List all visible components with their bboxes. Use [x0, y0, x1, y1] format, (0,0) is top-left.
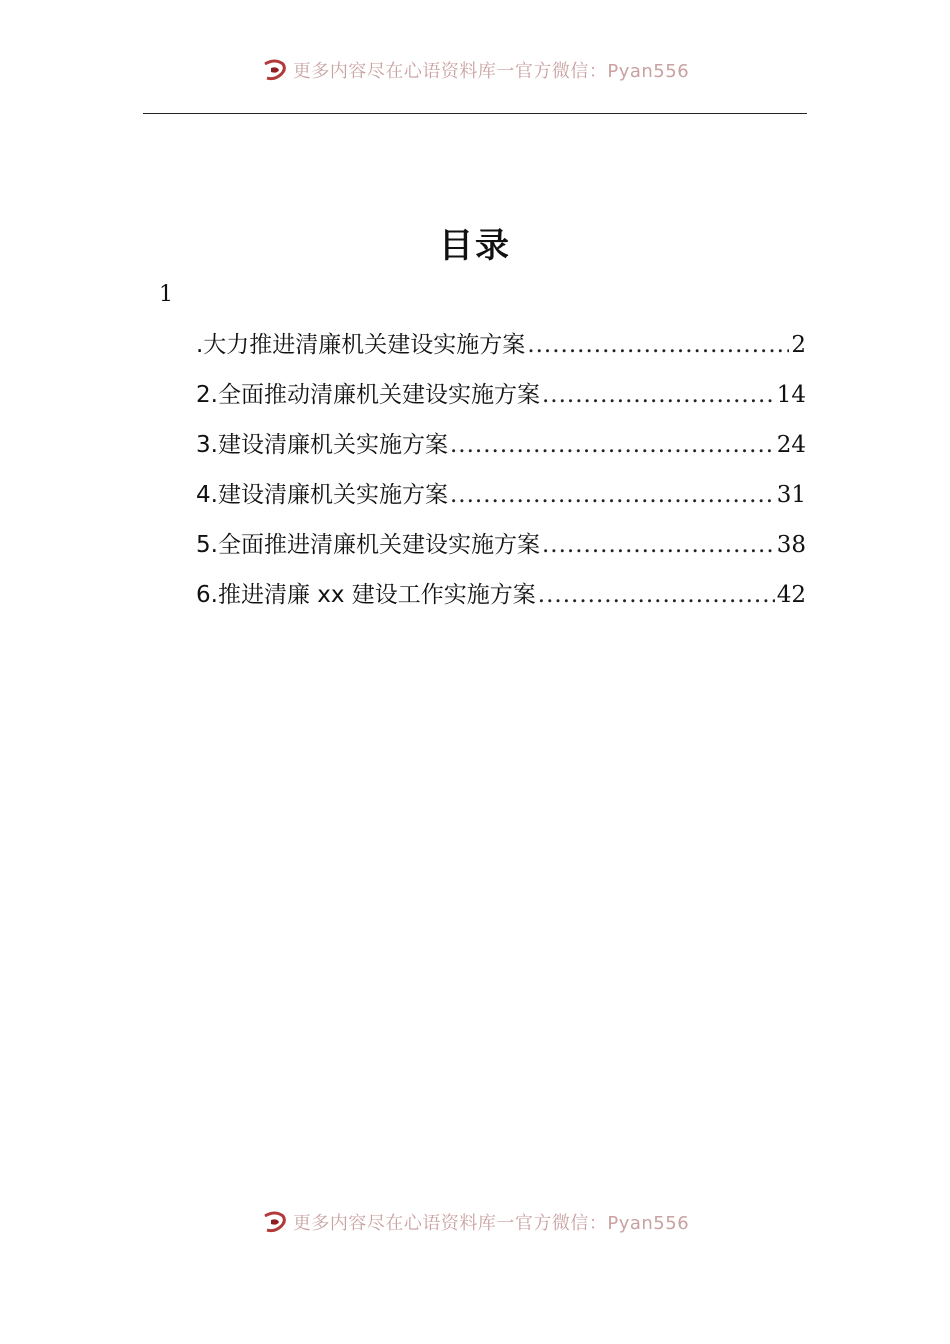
toc-entry-page: 42 — [776, 582, 806, 608]
toc-entry-title: 4.建设清廉机关实施方案 — [196, 482, 448, 508]
toc-entry-title: 3.建设清廉机关实施方案 — [196, 432, 448, 458]
toc-entry-title: 6.推进清廉 xx 建设工作实施方案 — [196, 582, 536, 608]
footer-watermark — [0, 1206, 950, 1238]
toc-stray-number: 1 — [159, 282, 173, 307]
watermark-text: 更多内容尽在心语资料库一官方微信：Pyan556 — [292, 61, 690, 82]
toc-entry-page: 38 — [776, 532, 806, 558]
toc-entry-page: 2 — [791, 332, 806, 358]
brand-logo-icon — [261, 1208, 289, 1236]
toc-entry-title: 2.全面推动清廉机关建设实施方案 — [196, 382, 540, 408]
header-rule — [143, 113, 807, 114]
toc-dot-leader — [542, 532, 775, 558]
toc-entry[interactable] — [196, 576, 806, 626]
toc-entry-page: 14 — [776, 382, 806, 408]
toc-entry-page: 31 — [776, 482, 806, 508]
toc-list — [196, 326, 806, 626]
toc-dot-leader — [527, 332, 789, 358]
toc-entry[interactable] — [196, 476, 806, 526]
page-title: 目录 — [439, 226, 511, 266]
toc-entry[interactable] — [196, 426, 806, 476]
header-watermark — [0, 54, 950, 86]
watermark-text: 更多内容尽在心语资料库一官方微信：Pyan556 — [292, 1213, 690, 1234]
toc-entry[interactable] — [196, 326, 806, 376]
toc-entry-title: .大力推进清廉机关建设实施方案 — [196, 332, 526, 358]
toc-entry[interactable] — [196, 526, 806, 576]
toc-dot-leader — [450, 432, 775, 458]
toc-entry[interactable] — [196, 376, 806, 426]
brand-logo-icon — [261, 56, 289, 84]
toc-dot-leader — [542, 382, 775, 408]
toc-dot-leader — [450, 482, 775, 508]
toc-entry-page: 24 — [776, 432, 806, 458]
toc-dot-leader — [538, 582, 775, 608]
toc-entry-title: 5.全面推进清廉机关建设实施方案 — [196, 532, 540, 558]
